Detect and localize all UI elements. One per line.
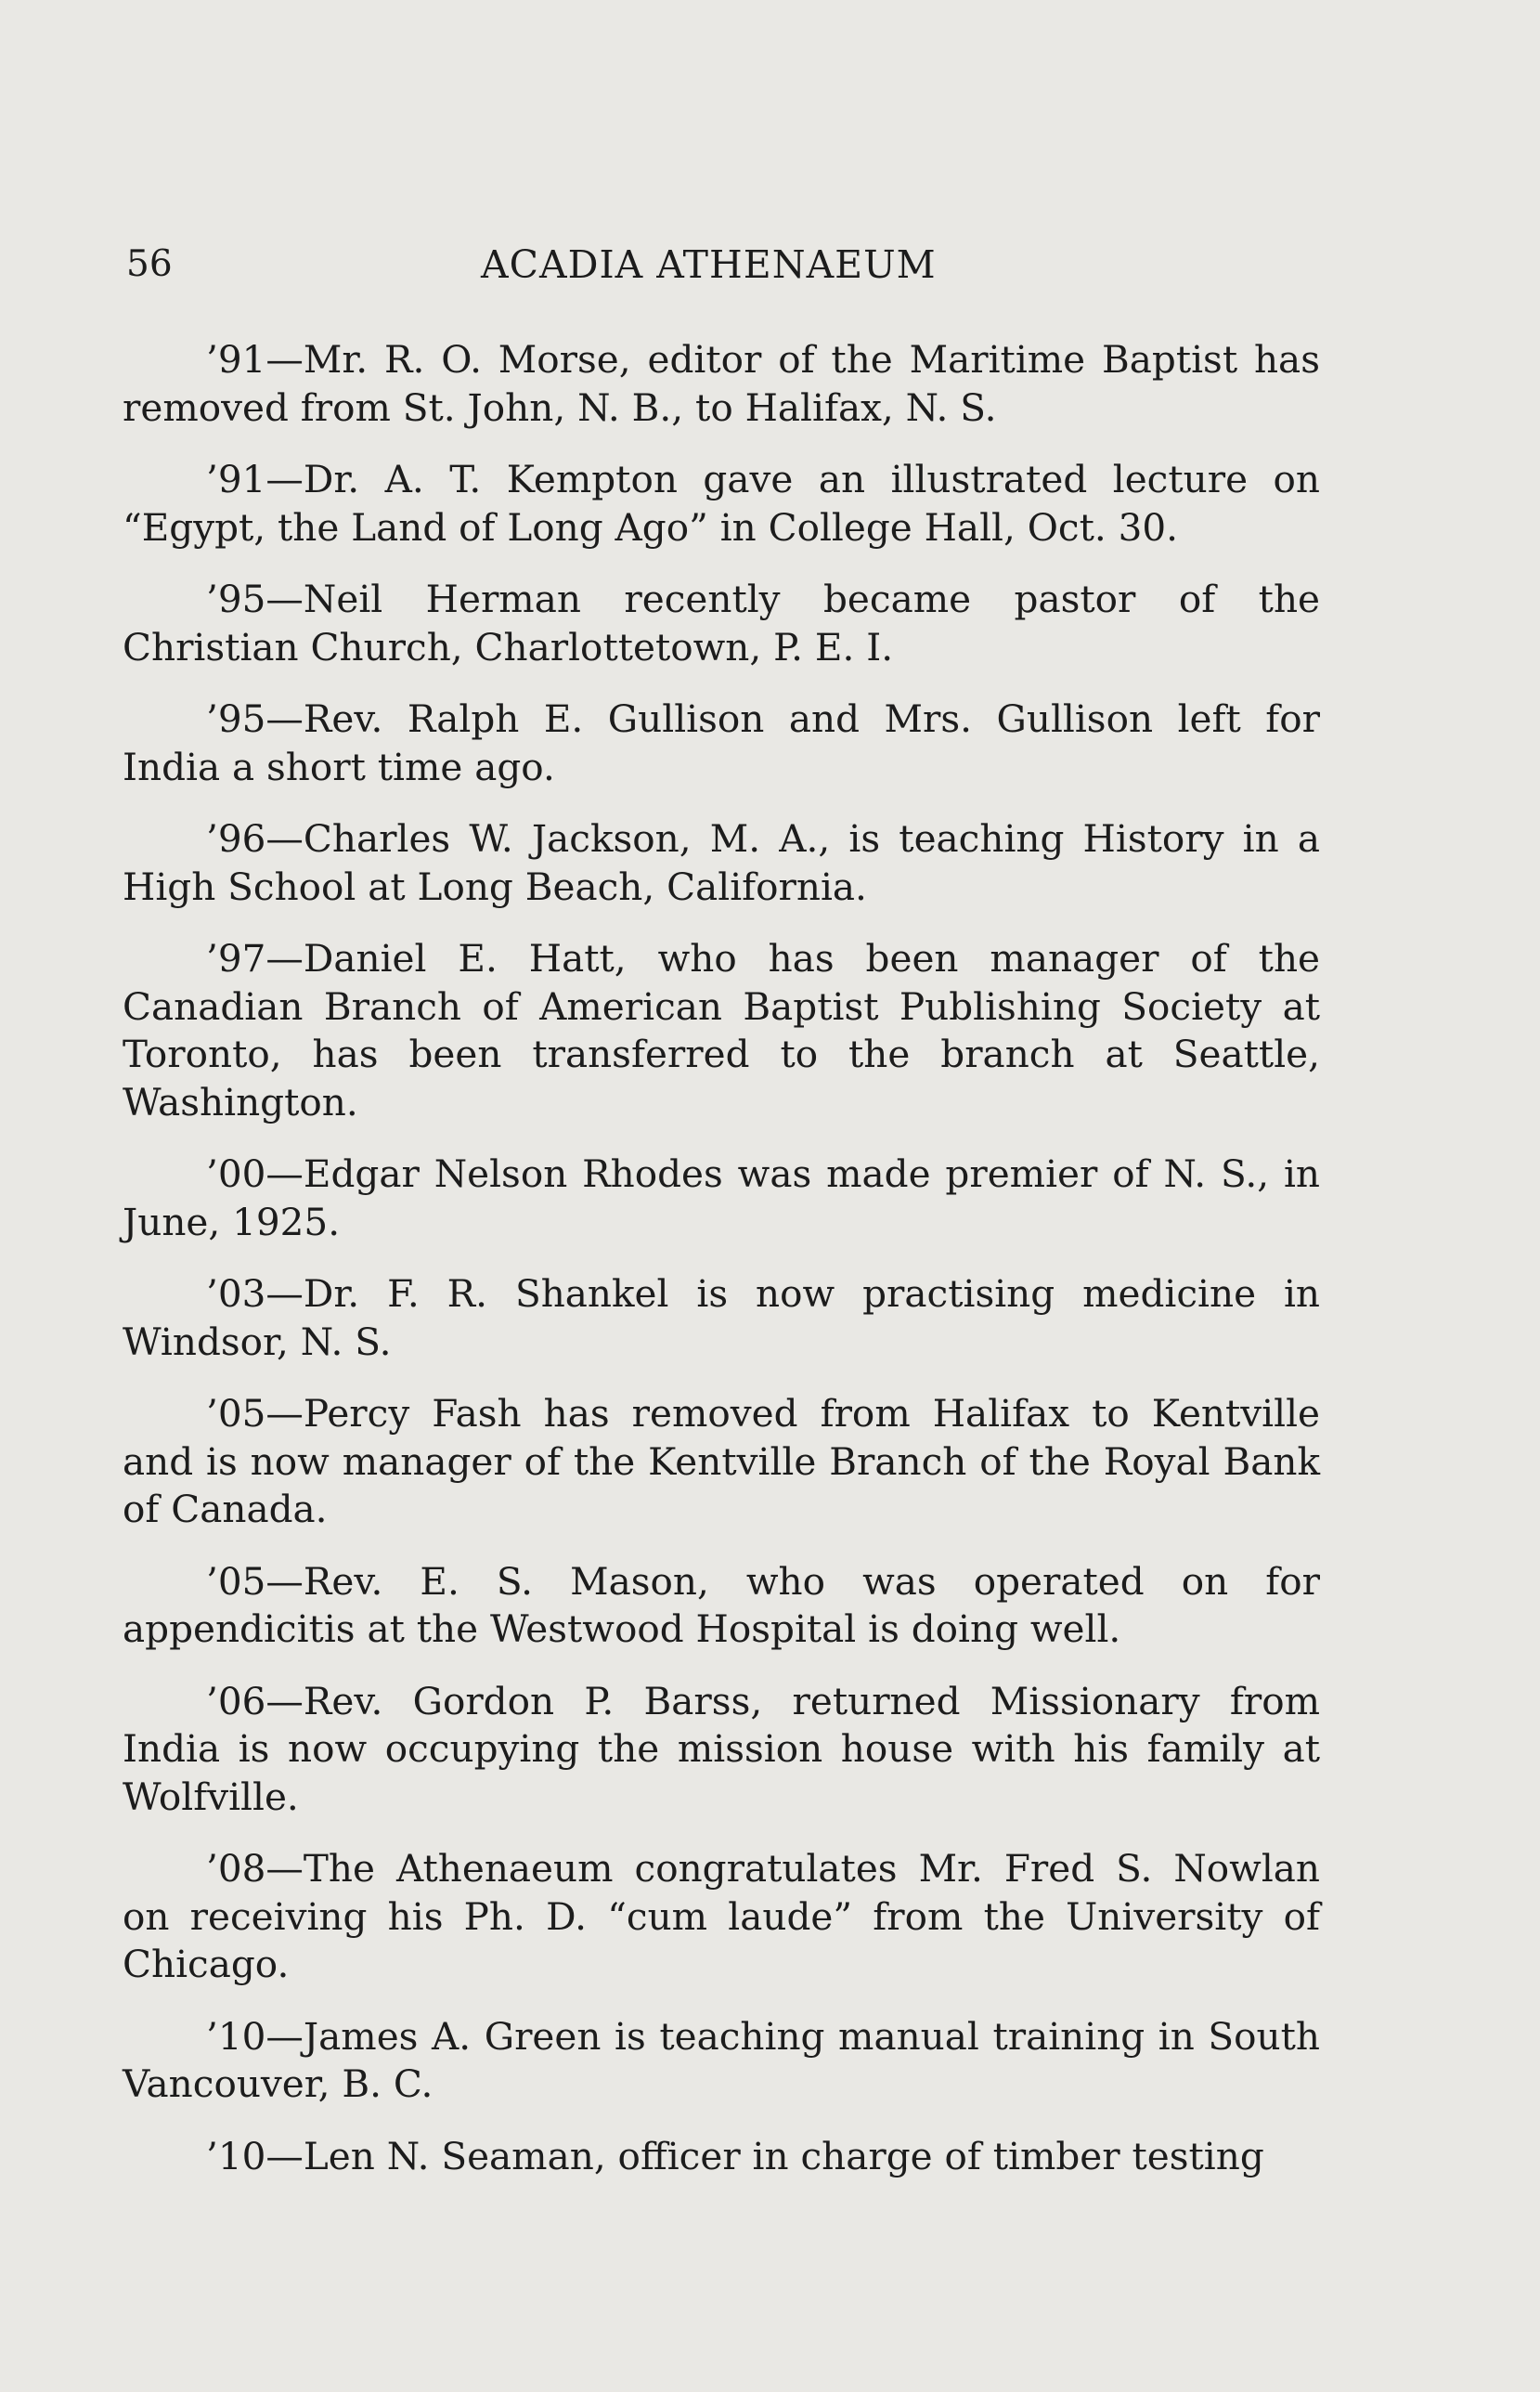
alumni-note: ’91—Mr. R. O. Morse, editor of the Maritime Baptist has removed from St. John, N. B., to Halifax, N. S. — [123, 337, 1320, 430]
alumni-note: ’91—Dr. A. T. Kempton gave an illustrated lecture on “Egypt, the Land of Long Ago” in College Hall, Oct. 30. — [123, 457, 1320, 550]
alumni-note: ’05—Percy Fash has removed from Halifax to Kentville and is now manager of the Kentville Branch of the Royal Bank of Canada. — [123, 1391, 1320, 1531]
alumni-note: ’10—James A. Green is teaching manual training in South Vancouver, B. C. — [123, 2013, 1320, 2106]
alumni-note: ’96—Charles W. Jackson, M. A., is teaching History in a High School at Long Beach, California. — [123, 816, 1320, 909]
running-title: ACADIA ATHENAEUM — [481, 242, 937, 287]
alumni-note: ’95—Neil Herman recently became pastor of the Christian Church, Charlottetown, P. E. I. — [123, 577, 1320, 670]
alumni-note: ’95—Rev. Ralph E. Gullison and Mrs. Gullison left for India a short time ago. — [123, 696, 1320, 789]
alumni-note: ’03—Dr. F. R. Shankel is now practising medicine in Windsor, N. S. — [123, 1271, 1320, 1364]
alumni-note: ’00—Edgar Nelson Rhodes was made premier of N. S., in June, 1925. — [123, 1151, 1320, 1244]
page-number: 56 — [126, 243, 173, 285]
alumni-note: ’06—Rev. Gordon P. Barss, returned Missionary from India is now occupying the mission house with his family at Wolfville. — [123, 1678, 1320, 1819]
alumni-note: ’05—Rev. E. S. Mason, who was operated on for appendicitis at the Westwood Hospital is doing well. — [123, 1558, 1320, 1651]
alumni-notes — [123, 336, 1320, 2180]
alumni-note: ’97—Daniel E. Hatt, who has been manager of the Canadian Branch of American Baptist Publishing Society at Toronto, has been transferred to the branch at Seattle, Washington. — [123, 936, 1320, 1124]
page-header — [0, 237, 1540, 292]
alumni-note: ’10—Len N. Seaman, officer in charge of timber testing — [206, 2133, 1264, 2178]
alumni-note: ’08—The Athenaeum congratulates Mr. Fred S. Nowlan on receiving his Ph. D. “cum laude” from the University of Chicago. — [123, 1846, 1320, 1986]
